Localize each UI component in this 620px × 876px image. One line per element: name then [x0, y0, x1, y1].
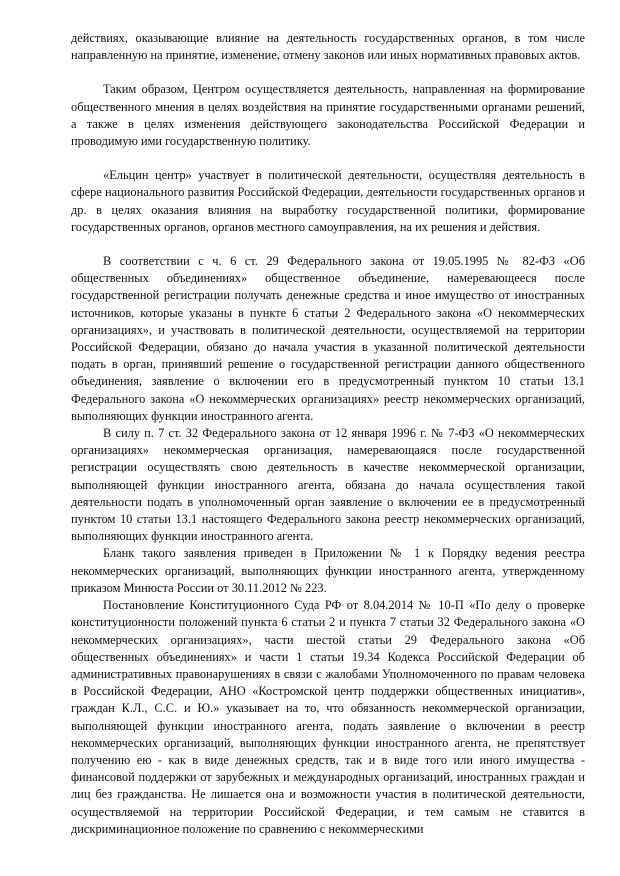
- paragraph-7: Постановление Конституционного Суда РФ от 8.04.2014 № 10-П «По делу о проверке конституционности положений пункта 6 статьи 2 и пункта 7 статьи 32 Федерального закона «О некоммерческих организациях», части шестой статьи 29 Федерального закона «Об общественных объединениях» и части 1 статьи 19.34 Кодекса Российской Федерации об административных правонарушениях в связи с жалобами Уполномоченного по правам человека в Российской Федерации, АНО «Костромской центр поддержки общественных инициатив», граждан К.Л., С.С. и Ю.» указывает на то, что обязанность некоммерческой организации, выполняющей функции иностранного агента, подать заявление о включении в реестр некоммерческих организаций, выполняющих функции иностранного агента, не препятствует получению ею - как в виде денежных средств, так и в виде того или иного имущества - финансовой поддержки от зарубежных и международных организаций, иностранных граждан и лиц без гражданства. Не лишается она и возможности участия в политической деятельности, осуществляемой на территории Российской Федерации, и тем самым не ставится в дискриминационное положение по сравнению с некоммерческими: [71, 598, 585, 836]
- paragraph-1: действиях, оказывающие влияние на деятельность государственных органов, в том числе направленную на принятие, изменение, отмену законов или иных нормативных правовых актов.: [71, 31, 585, 63]
- paragraph-6: Бланк такого заявления приведен в Приложении № 1 к Порядку ведения реестра некоммерческих организаций, выполняющих функции иностранного агента, утвержденному приказом Минюста России от 30.11.2012 № 223.: [71, 546, 585, 595]
- paragraph-5: В силу п. 7 ст. 32 Федерального закона от 12 января 1996 г. № 7-ФЗ «О некоммерческих организациях» некоммерческая организация, намеревающаяся после государственной регистрации осуществлять свою деятельность в качестве некоммерческой организации, выполняющей функции иностранного агента, обязана до начала осуществления такой деятельности подать в уполномоченный орган заявление о включении ее в предусмотренный пунктом 10 статьи 13.1 настоящего Федерального закона реестр некоммерческих организаций, выполняющих функции иностранного агента.: [71, 426, 585, 544]
- paragraph-4: В соответствии с ч. 6 ст. 29 Федерального закона от 19.05.1995 № 82-ФЗ «Об общественных объединениях» общественное объединение, намеревающееся после государственной регистрации получать денежные средства и иное имущество от иностранных источников, которые указаны в пункте 6 статьи 2 Федерального закона «О некоммерческих организациях», и участвовать в политической деятельности, осуществляемой на территории Российской Федерации, обязано до начала участия в указанной политической деятельности подать в орган, принявший решение о государственной регистрации данного общественного объединения, заявление о включении его в предусмотренный пунктом 10 статьи 13.1 Федерального закона «О некоммерческих организациях» реестр некоммерческих организаций, выполняющих функции иностранного агента.: [71, 254, 585, 423]
- paragraph-2: Таким образом, Центром осуществляется деятельность, направленная на формирование общественного мнения в целях воздействия на принятие государственными органами решений, а также в целях изменения действующего законодательства Российской Федерации и проводимую ими государственную политику.: [71, 82, 585, 149]
- document-body: [71, 30, 585, 838]
- paragraph-3: «Ельцин центр» участвует в политической деятельности, осуществляя деятельность в сфере национального развития Российской Федерации, деятельности государственных органов и др. в целях оказания влияния на выработку государственной политики, формирование государственных органов, органов местного самоуправления, на их решения и действия.: [71, 168, 585, 234]
